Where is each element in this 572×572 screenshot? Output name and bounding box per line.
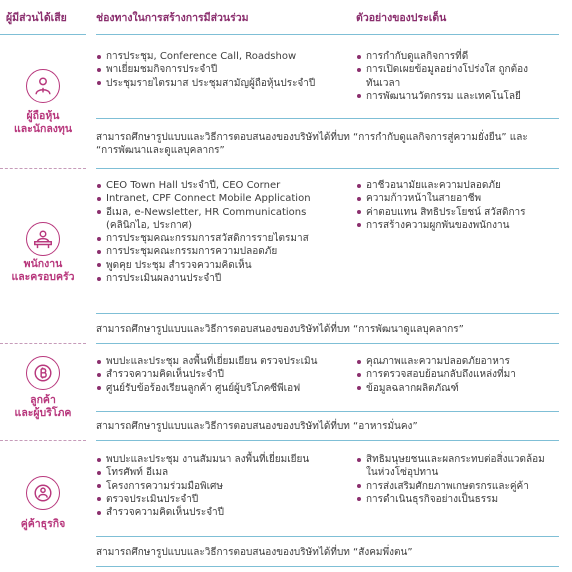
stakeholder-name-customers — [0, 394, 86, 420]
note-line: “การพัฒนาและดูแลบุคลากร” — [96, 145, 225, 156]
list-item-continuation: (คลินิกไอ, ประกาศ) — [106, 219, 193, 231]
row-rule — [96, 343, 559, 344]
channels-list-shareholders — [96, 50, 346, 90]
stakeholder-name-line: และครอบครัว — [11, 271, 75, 283]
row-rule — [96, 168, 559, 169]
list-item: การตรวจสอบย้อนกลับถึงแหล่งที่มา — [356, 368, 562, 381]
note-employees: สามารถศึกษารูปแบบและวิธีการตอบสนองของบริษัทได้ที่บท “การพัฒนาดูแลบุคลากร” — [96, 324, 464, 335]
list-item: การดำเนินธุรกิจอย่างเป็นธรรม — [356, 493, 562, 506]
list-item: การประเมินผลงานประจำปี — [96, 272, 352, 285]
list-item: ความก้าวหน้าในสายอาชีพ — [356, 192, 562, 205]
note-customers: สามารถศึกษารูปแบบและวิธีการตอบสนองของบริษัทได้ที่บท “อาหารมั่นคง” — [96, 421, 418, 432]
row-rule — [96, 313, 559, 314]
row-rule — [96, 536, 559, 537]
issues-list-customers — [356, 355, 562, 395]
header-rule-left — [0, 34, 86, 35]
list-item: พบปะและประชุม ลงพื้นที่เยี่ยมเยียน ตรวจประเมิน — [96, 355, 352, 368]
note-shareholders — [96, 131, 556, 157]
header-issues: ตัวอย่างของประเด็น — [356, 11, 447, 24]
row-divider — [0, 440, 86, 441]
stakeholder-name-shareholders — [0, 110, 86, 136]
list-item: การเปิดเผยข้อมูลอย่างโปร่งใส ถูกต้อง — [356, 63, 562, 76]
list-item: การกำกับดูแลกิจการที่ดี — [356, 50, 562, 63]
channels-list-customers — [96, 355, 352, 395]
list-item: โครงการความร่วมมือพิเศษ — [96, 480, 352, 493]
row-rule — [96, 566, 559, 567]
list-item: สิทธิมนุษยชนและผลกระทบต่อสิ่งแวดล้อม — [356, 453, 562, 466]
list-item: อีเมล, e-Newsletter, HR Communications — [96, 206, 352, 219]
list-item: การประชุม, Conference Call, Roadshow — [96, 50, 346, 63]
list-item: ค่าตอบแทน สิทธิประโยชน์ สวัสดิการ — [356, 206, 562, 219]
row-divider — [0, 168, 86, 169]
row-rule — [96, 440, 559, 441]
list-item: การส่งเสริมศักยภาพเกษตรกรและคู่ค้า — [356, 480, 562, 493]
list-item: โทรศัพท์ อีเมล — [96, 466, 352, 479]
business-partner-icon — [26, 476, 60, 510]
header-rule-right — [96, 34, 559, 35]
list-item: พาเยี่ยมชมกิจการประจำปี — [96, 63, 346, 76]
stakeholder-name-line: พนักงาน — [23, 258, 63, 270]
issues-list-shareholders — [356, 50, 562, 103]
list-item: การสร้างความผูกพันของพนักงาน — [356, 219, 562, 232]
employee-at-desk-icon — [26, 222, 60, 256]
header-stakeholder: ผู้มีส่วนได้เสีย — [6, 11, 67, 24]
channels-list-partners — [96, 453, 352, 519]
list-item: ศูนย์รับข้อร้องเรียนลูกค้า ศูนย์ผู้บริโภคซีพีเอฟ — [96, 382, 352, 395]
list-item: อาชีวอนามัยและความปลอดภัย — [356, 179, 562, 192]
list-item: ตรวจประเมินประจำปี — [96, 493, 352, 506]
issues-list-employees — [356, 179, 562, 232]
row-rule — [96, 411, 559, 412]
stakeholder-name-line: และนักลงทุน — [13, 123, 73, 135]
list-item: สำรวจความคิดเห็นประจำปี — [96, 368, 352, 381]
list-item: การประชุมคณะกรรมการความปลอดภัย — [96, 245, 352, 258]
stakeholder-name-partners — [0, 518, 86, 531]
channels-list-employees — [96, 179, 352, 285]
issues-list-partners — [356, 453, 562, 506]
list-item: สำรวจความคิดเห็นประจำปี — [96, 506, 352, 519]
list-item: การพัฒนานวัตกรรม และเทคโนโลยี — [356, 90, 562, 103]
row-rule — [96, 118, 559, 119]
shareholder-person-icon — [26, 69, 60, 103]
stakeholder-name-line: ลูกค้า — [30, 394, 56, 406]
coin-icon — [26, 356, 60, 390]
note-partners: สามารถศึกษารูปแบบและวิธีการตอบสนองของบริษัทได้ที่บท “สังคมพึ่งตน” — [96, 547, 413, 558]
note-line: สามารถศึกษารูปแบบและวิธีการตอบสนองของบริษัทได้ที่บท “การกำกับดูแลกิจการสู่ความยั่งยืน” และ — [96, 132, 528, 143]
list-item-continuation: ทันเวลา — [366, 77, 401, 89]
list-item: CEO Town Hall ประจำปี, CEO Corner — [96, 179, 352, 192]
stakeholder-name-line: และผู้บริโภค — [14, 407, 72, 419]
stakeholder-name-line: ผู้ถือหุ้น — [26, 110, 60, 122]
list-item: Intranet, CPF Connect Mobile Application — [96, 192, 352, 205]
list-item: พบปะและประชุม งานสัมมนา ลงพื้นที่เยี่ยมเยียน — [96, 453, 352, 466]
list-item-continuation: ในห่วงโซ่อุปทาน — [366, 467, 439, 479]
list-item: พูดคุย ประชุม สำรวจความคิดเห็น — [96, 259, 352, 272]
row-divider — [0, 343, 86, 344]
list-item: ประชุมรายไตรมาส ประชุมสามัญผู้ถือหุ้นประจำปี — [96, 77, 346, 90]
list-item: คุณภาพและความปลอดภัยอาหาร — [356, 355, 562, 368]
stakeholder-name-line: คู่ค้าธุรกิจ — [20, 518, 66, 530]
header-channels: ช่องทางในการสร้างการมีส่วนร่วม — [96, 11, 249, 24]
stakeholder-name-employees — [0, 258, 86, 284]
list-item: การประชุมคณะกรรมการสวัสดิการรายไตรมาส — [96, 232, 352, 245]
list-item: ข้อมูลฉลากผลิตภัณฑ์ — [356, 382, 562, 395]
